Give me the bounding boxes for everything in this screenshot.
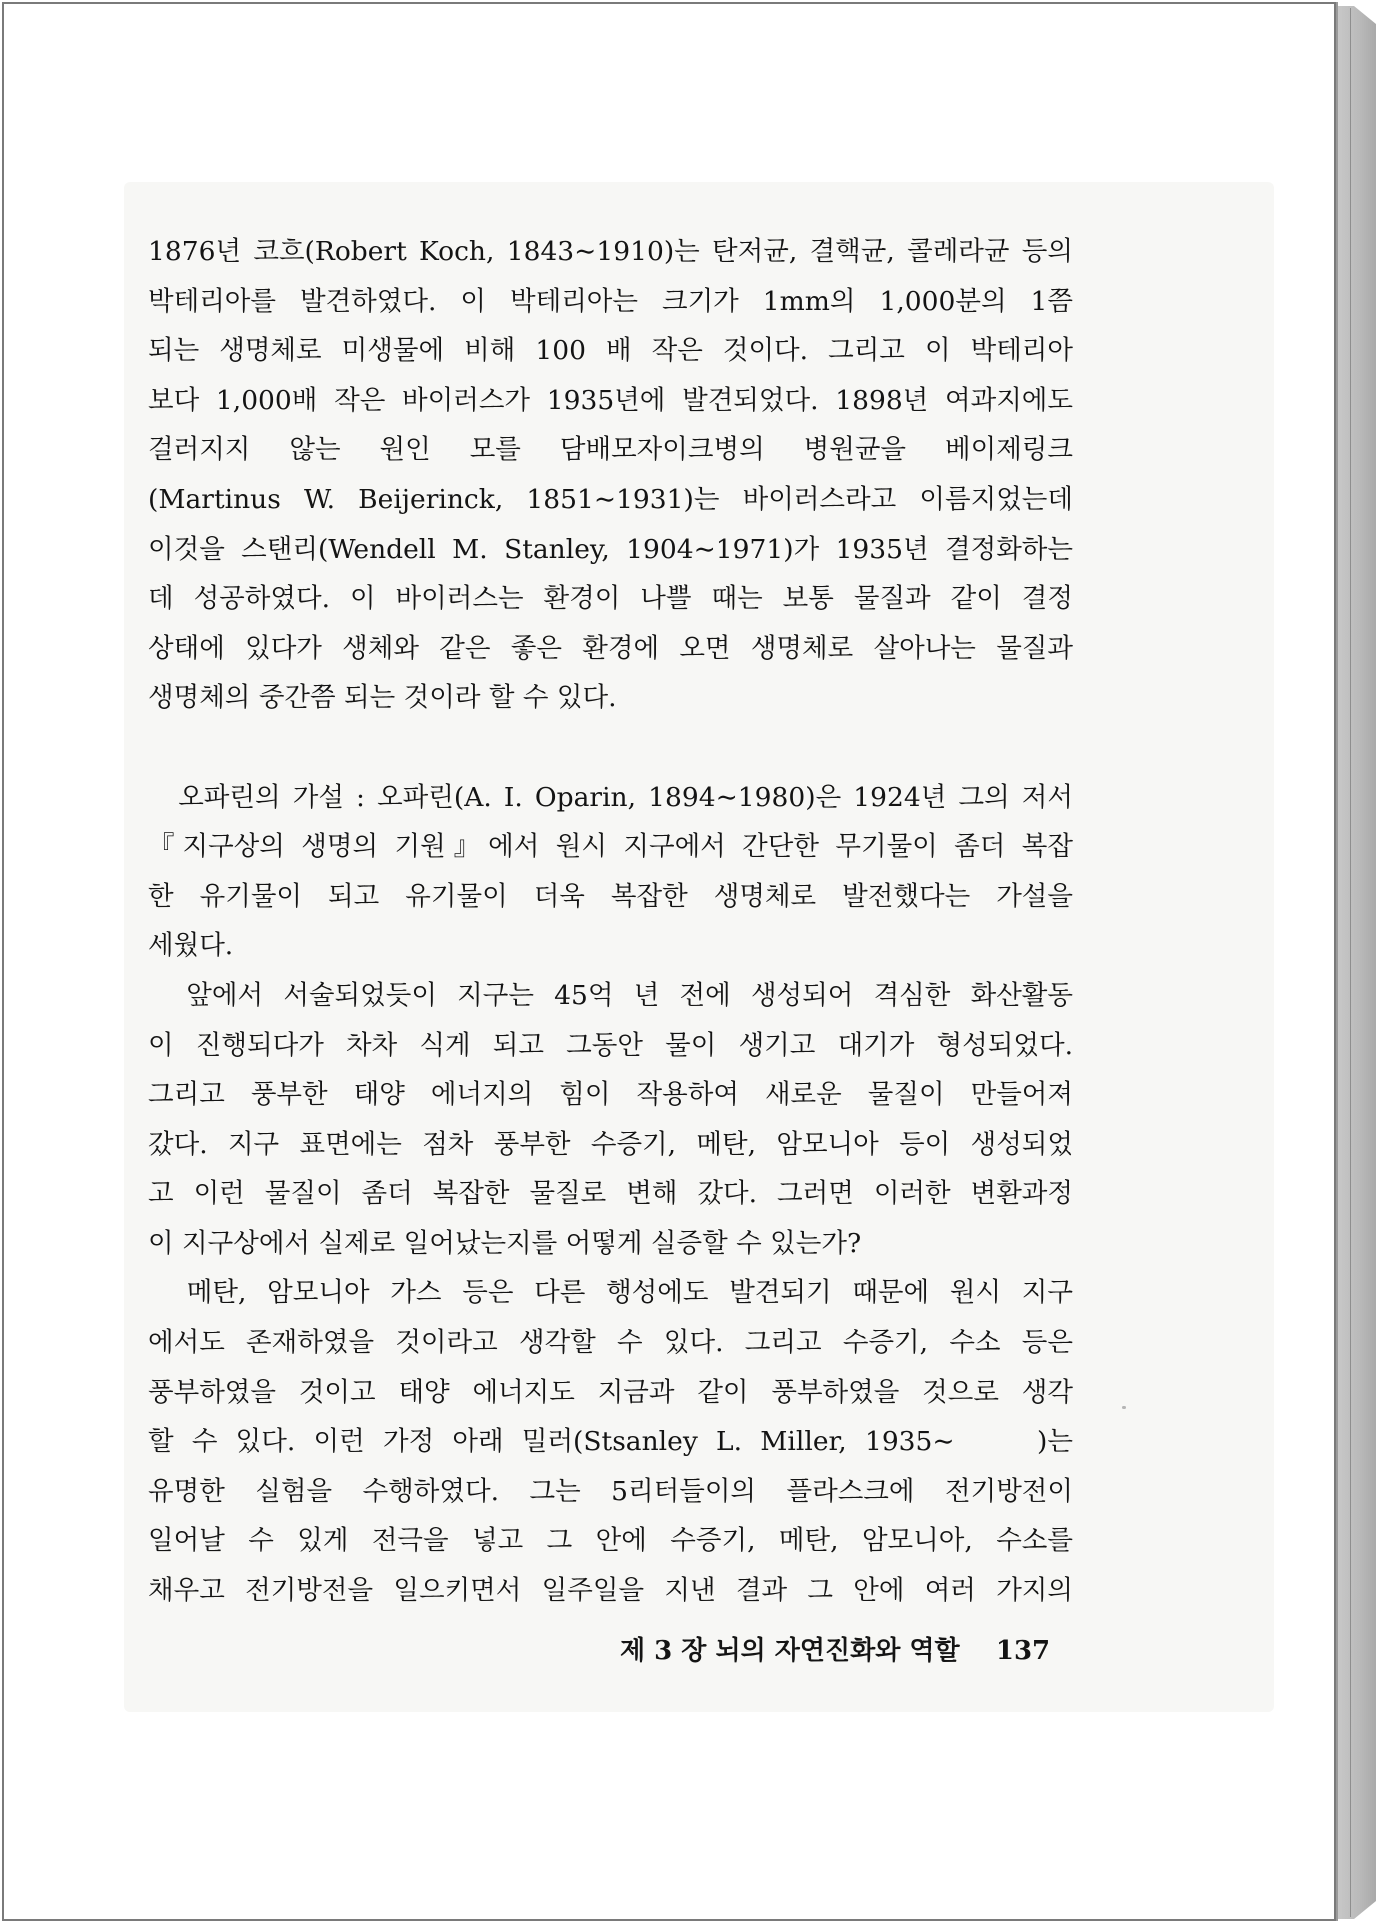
text-line: 유명한 실험을 수행하였다. 그는 5리터들이의 플라스크에 전기방전이	[148, 1475, 1073, 1507]
page-back	[1380, 0, 1397, 1925]
text-line: 풍부하였을 것이고 태양 에너지도 지금과 같이 풍부하였을 것으로 생각	[148, 1376, 1073, 1408]
text-line: 1876년 코흐(Robert Koch, 1843∼1910)는 탄저균, 결핵균, 콜레라균 등의	[148, 236, 1073, 267]
running-head: 제 3 장 뇌의 자연진화와 역할	[620, 1636, 960, 1666]
page-edge-line	[1350, 8, 1351, 1917]
text-line: 이것을 스탠리(Wendell M. Stanley, 1904∼1971)가 1935년 결정화하는	[148, 533, 1073, 565]
text-line: 데 성공하였다. 이 바이러스는 환경이 나쁠 때는 보통 물질과 같이 결정	[148, 583, 1073, 615]
text-line: 그리고 풍부한 태양 에너지의 힘이 작용하여 새로운 물질이 만들어져	[148, 1079, 1073, 1111]
text-line: 에서도 존재하였을 것이라고 생각할 수 있다. 그리고 수증기, 수소 등은	[148, 1327, 1073, 1359]
text-line: 세웠다.	[148, 930, 234, 962]
text-line: 박테리아를 발견하였다. 이 박테리아는 크기가 1mm의 1,000분의 1쯤	[148, 285, 1073, 317]
page-number: 137	[995, 1636, 1051, 1666]
text-line: 일어날 수 있게 전극을 넣고 그 안에 수증기, 메탄, 암모니아, 수소를	[148, 1525, 1073, 1557]
text-line: 앞에서 서술되었듯이 지구는 45억 년 전에 생성되어 격심한 화산활동	[148, 979, 1073, 1011]
text-line: 걸러지지 않는 원인 모를 담배모자이크병의 병원균을 베이제링크	[148, 434, 1073, 466]
text-line: 이 진행되다가 차차 식게 되고 그동안 물이 생기고 대기가 형성되었다.	[148, 1029, 1073, 1061]
text-line: 이 지구상에서 실제로 일어났는지를 어떻게 실증할 수 있는가?	[148, 1227, 862, 1259]
text-line: 보다 1,000배 작은 바이러스가 1935년에 발견되었다. 1898년 여과지에도	[148, 384, 1073, 416]
text-line: 메탄, 암모니아 가스 등은 다른 행성에도 발견되기 때문에 원시 지구	[148, 1277, 1073, 1309]
text-line: 채우고 전기방전을 일으키면서 일주일을 지낸 결과 그 안에 여러 가지의	[148, 1575, 1073, 1607]
page-footer	[620, 1630, 1051, 1667]
page-edge-shadow	[1336, 6, 1376, 1919]
paragraph	[148, 227, 1073, 723]
text-line: 오파린의 가설 : 오파린(A. I. Oparin, 1894∼1980)은 1924년 그의 저서	[148, 781, 1073, 813]
paragraph-gap	[148, 723, 1073, 773]
text-line: 『지구상의 생명의 기원』에서 원시 지구에서 간단한 무기물이 좀더 복잡	[148, 831, 1073, 863]
paragraph	[148, 971, 1073, 1269]
text-line: (Martinus W. Beijerinck, 1851∼1931)는 바이러스라고 이름지었는데	[148, 483, 1073, 515]
text-line: 갔다. 지구 표면에는 점차 풍부한 수증기, 메탄, 암모니아 등이 생성되었	[148, 1128, 1073, 1160]
paragraph	[148, 773, 1073, 971]
text-line: 되는 생명체로 미생물에 비해 100 배 작은 것이다. 그리고 이 박테리아	[148, 335, 1073, 367]
body-text	[148, 227, 1073, 1616]
scan-speck	[1122, 1406, 1126, 1409]
text-line: 한 유기물이 되고 유기물이 더욱 복잡한 생명체로 발전했다는 가설을	[148, 880, 1073, 912]
text-line: 상태에 있다가 생체와 같은 좋은 환경에 오면 생명체로 살아나는 물질과	[148, 632, 1073, 664]
text-line: 고 이런 물질이 좀더 복잡한 물질로 변해 갔다. 그러면 이러한 변환과정	[148, 1178, 1073, 1210]
text-line: 생명체의 중간쯤 되는 것이라 할 수 있다.	[148, 682, 617, 714]
text-line: 할 수 있다. 이런 가정 아래 밀러(Stsanley L. Miller, 1935∼ )는	[148, 1426, 1073, 1458]
paragraph	[148, 1268, 1073, 1615]
